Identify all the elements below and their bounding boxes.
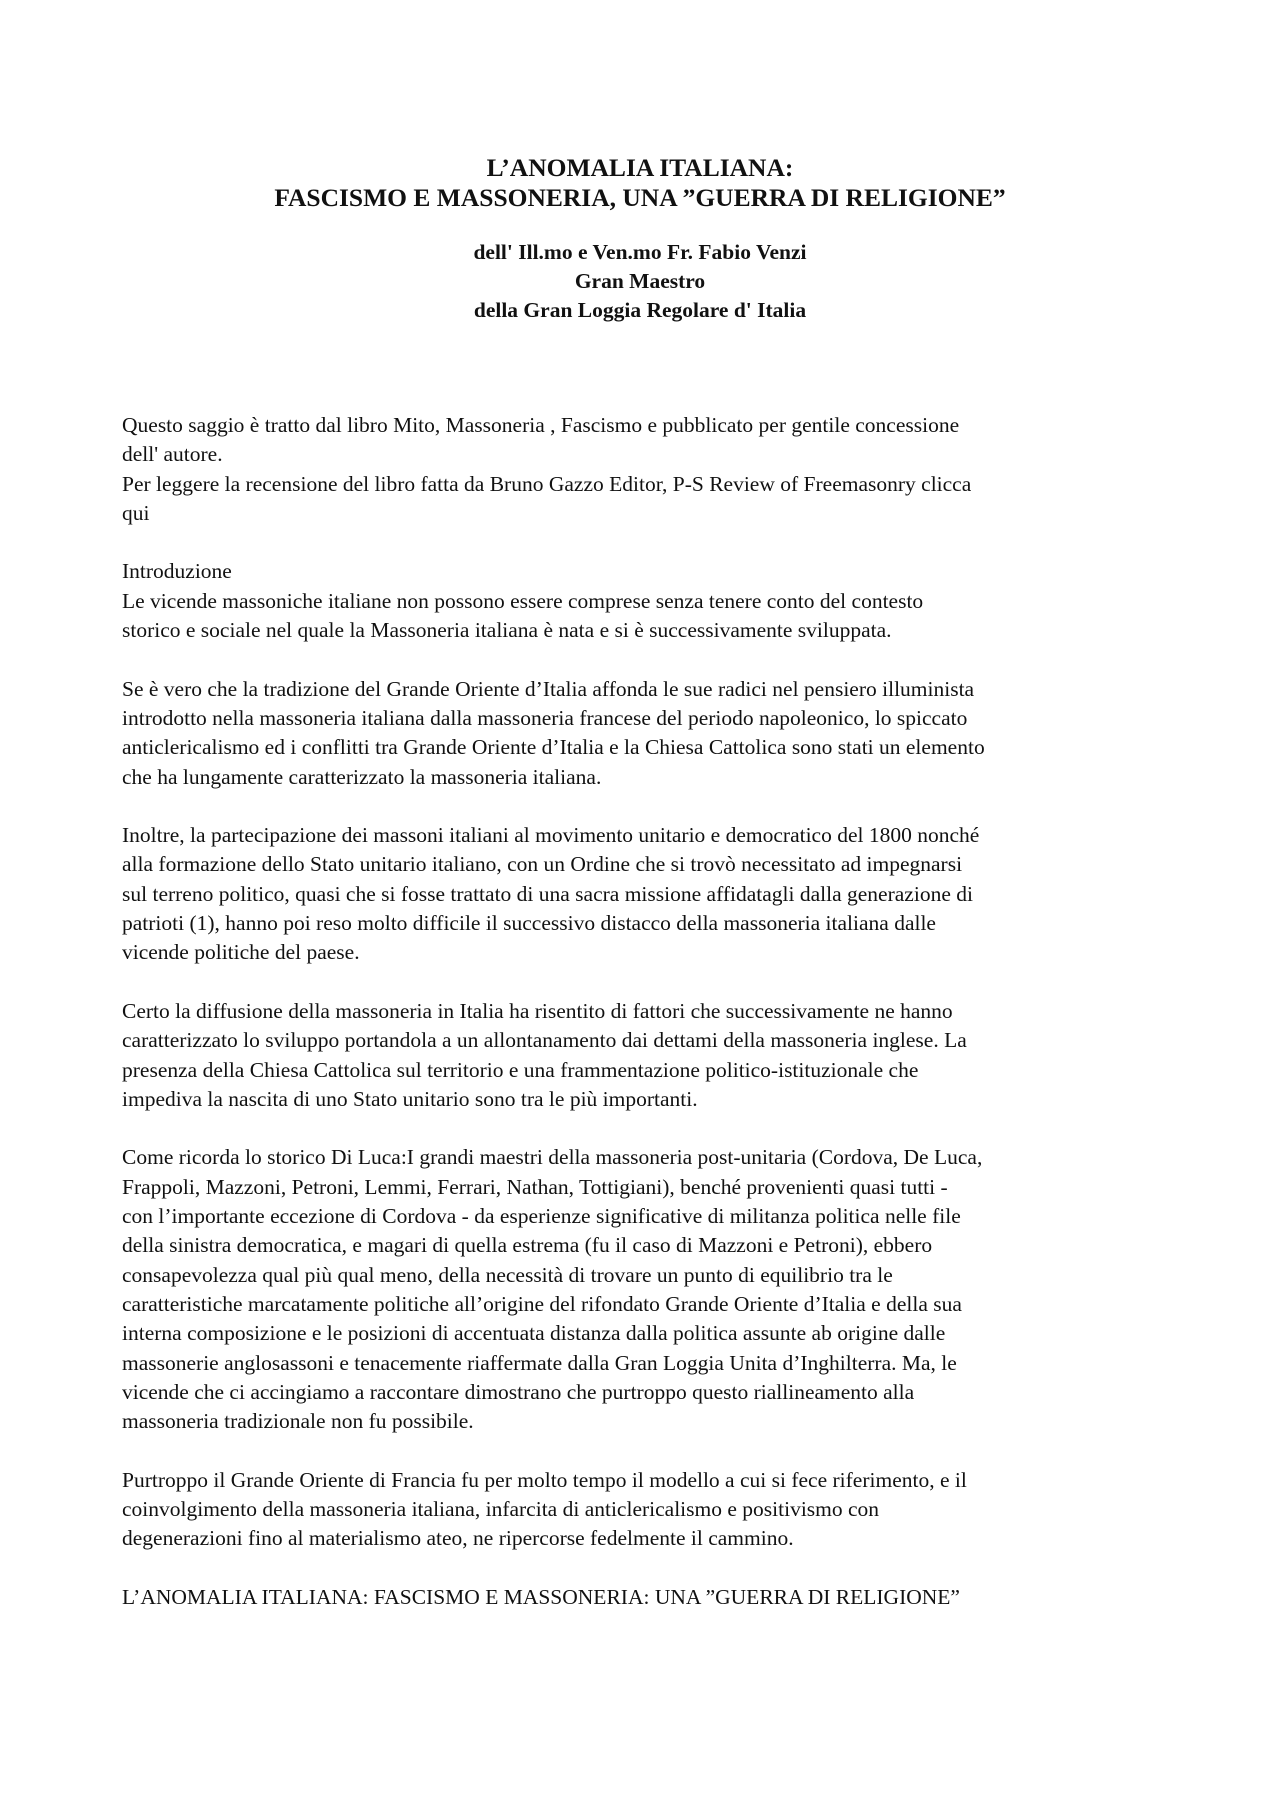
- text-line: patrioti (1), hanno poi reso molto difficile il successivo distacco della massoneria italiana dalle: [122, 911, 936, 936]
- text-line: massonerie anglosassoni e tenacemente riaffermate dalla Gran Loggia Unita d’Inghilterra. Ma, le: [122, 1350, 957, 1375]
- text-line: impediva la nascita di uno Stato unitario sono tra le più importanti.: [122, 1086, 698, 1111]
- text-line: Come ricorda lo storico Di Luca:I grandi maestri della massoneria post-unitaria (Cordova, De Luca,: [122, 1145, 983, 1170]
- text-line: dell' autore.: [122, 442, 223, 467]
- text-line: storico e sociale nel quale la Massoneria italiana è nata e si è successivamente sviluppata.: [122, 618, 892, 643]
- text-line: interna composizione e le posizioni di accentuata distanza dalla politica assunte ab origine dalle: [122, 1321, 946, 1346]
- text-line: Certo la diffusione della massoneria in Italia ha risentito di fattori che successivamente ne hanno: [122, 998, 953, 1023]
- paragraph-paragraph-4: [122, 821, 1158, 967]
- text-line: Questo saggio è tratto dal libro Mito, Massoneria , Fascismo e pubblicato per gentile concessione: [122, 413, 960, 437]
- text-line: Per leggere la recensione del libro fatta da Bruno Gazzo Editor, P-S Review of Freemasonry clicca: [122, 471, 972, 496]
- paragraph-paragraph-5: [122, 997, 1158, 1114]
- paragraph-paragraph-3: [122, 675, 1158, 792]
- text-line: che ha lungamente caratterizzato la massoneria italiana.: [122, 764, 602, 789]
- text-line: degenerazioni fino al materialismo ateo, ne ripercorse fedelmente il cammino.: [122, 1526, 794, 1551]
- text-line: introdotto nella massoneria italiana dalla massoneria francese del periodo napoleonico, lo spiccato: [122, 705, 968, 730]
- text-line: della sinistra democratica, e magari di quella estrema (fu il caso di Mazzoni e Petroni), ebbero: [122, 1233, 933, 1258]
- text-line: sul terreno politico, quasi che si fosse trattato di una sacra missione affidatagli dalla generazione di: [122, 881, 973, 906]
- text-line: con l’importante eccezione di Cordova - da esperienze significative di militanza politica nelle file: [122, 1204, 961, 1229]
- paragraph-paragraph-6: [122, 1143, 1158, 1436]
- byline-author: dell' Ill.mo e Ven.mo Fr. Fabio Venzi: [473, 240, 807, 264]
- text-line: caratterizzato lo sviluppo portandola a un allontanamento dai dettami della massoneria inglese. La: [122, 1028, 967, 1053]
- text-line: alla formazione dello Stato unitario italiano, con un Ordine che si trovò necessitato ad impegnarsi: [122, 852, 963, 877]
- text-line: consapevolezza qual più qual meno, della necessità di trovare un punto di equilibrio tra le: [122, 1262, 893, 1287]
- text-line: Le vicende massoniche italiane non possono essere comprese senza tenere conto del contesto: [122, 588, 924, 613]
- text-line: Inoltre, la partecipazione dei massoni italiani al movimento unitario e democratico del 1800 nonché: [122, 823, 980, 848]
- text-line: Introduzione: [122, 559, 232, 584]
- text-line: Purtroppo il Grande Oriente di Francia fu per molto tempo il modello a cui si fece riferimento, e il: [122, 1467, 967, 1492]
- title-line-2: FASCISMO E MASSONERIA, UNA ”GUERRA DI RELIGIONE”: [274, 183, 1006, 212]
- document-title: [122, 0, 1158, 213]
- text-line: caratteristiche marcatamente politiche all’origine del rifondato Grande Oriente d’Italia e della sua: [122, 1291, 962, 1316]
- text-line: L’ANOMALIA ITALIANA: FASCISMO E MASSONERIA: UNA ”GUERRA DI RELIGIONE”: [122, 1584, 960, 1609]
- byline: [122, 238, 1158, 325]
- text-line: coinvolgimento della massoneria italiana, infarcita di anticlericalismo e positivismo con: [122, 1496, 880, 1521]
- title-line-1: L’ANOMALIA ITALIANA:: [486, 153, 794, 182]
- paragraph-introduzione: [122, 557, 1158, 645]
- text-line: Frappoli, Mazzoni, Petroni, Lemmi, Ferrari, Nathan, Tottigiani), benché provenienti quasi tutti -: [122, 1174, 948, 1199]
- text-line: vicende politiche del paese.: [122, 940, 360, 965]
- text-line: vicende che ci accingiamo a raccontare dimostrano che purtroppo questo riallineamento alla: [122, 1379, 915, 1404]
- text-line[interactable]: qui: [122, 500, 150, 525]
- paragraph-source-note: [122, 411, 1158, 528]
- paragraph-closing-heading: [122, 1583, 1158, 1612]
- paragraph-paragraph-7: [122, 1466, 1158, 1554]
- text-line: presenza della Chiesa Cattolica sul territorio e una frammentazione politico-istituzionale che: [122, 1057, 919, 1082]
- byline-role: Gran Maestro: [574, 269, 706, 293]
- text-line: massoneria tradizionale non fu possibile.: [122, 1409, 474, 1434]
- byline-organization: della Gran Loggia Regolare d' Italia: [473, 298, 807, 322]
- text-line: anticlericalismo ed i conflitti tra Grande Oriente d’Italia e la Chiesa Cattolica sono stati un elemento: [122, 735, 985, 760]
- document-body: [122, 411, 1158, 1612]
- text-line: Se è vero che la tradizione del Grande Oriente d’Italia affonda le sue radici nel pensiero illuminista: [122, 676, 975, 701]
